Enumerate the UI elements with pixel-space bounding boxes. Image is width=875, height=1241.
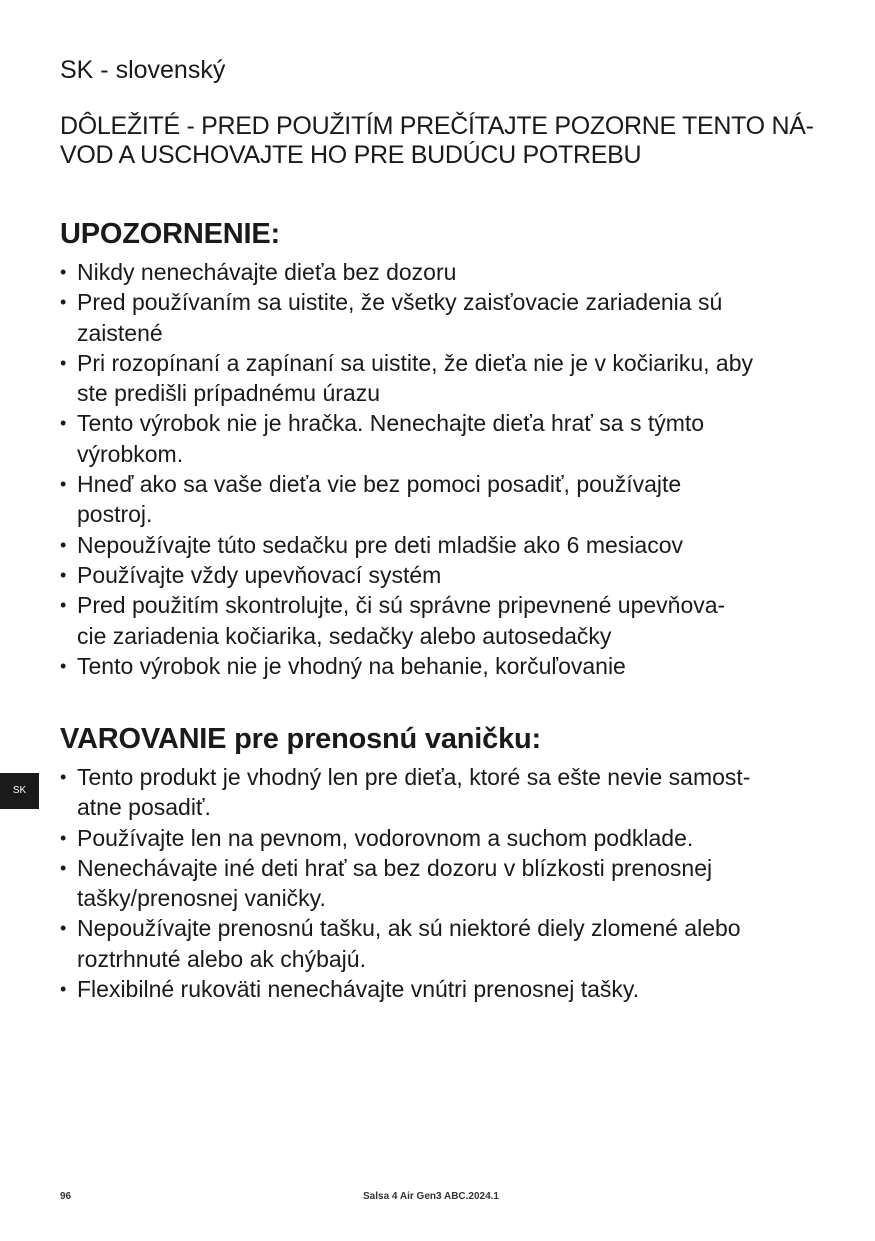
list-item: • Nikdy nenechávajte dieťa bez dozoru: [60, 257, 820, 287]
list-item: • Pred použitím skontrolujte, či sú správne pripevnené upevňova- cie zariadenia kočiarika, sedačky alebo autosedačky: [60, 590, 820, 651]
important-notice-line-2: VOD A USCHOVAJTE HO PRE BUDÚCU POTREBU: [60, 141, 642, 169]
page-number: 96: [60, 1191, 72, 1202]
list-item: • Hneď ako sa vaše dieťa vie bez pomoci posadiť, používajte postroj.: [60, 469, 820, 530]
carrycot-warning-section: [60, 720, 820, 1004]
list-item: • Tento výrobok nie je vhodný na behanie, korčuľovanie: [60, 651, 820, 681]
list-item: • Pred používaním sa uistite, že všetky zaisťovacie zariadenia sú zaistené: [60, 287, 820, 348]
important-notice: [60, 112, 820, 170]
list-item: • Tento výrobok nie je hračka. Nenechajte dieťa hrať sa s týmto výrobkom.: [60, 408, 820, 469]
list-item: • Používajte vždy upevňovací systém: [60, 560, 820, 590]
list-item: • Tento produkt je vhodný len pre dieťa, ktoré sa ešte nevie samost- atne posadiť.: [60, 762, 820, 823]
warning-list: [60, 257, 820, 681]
list-item: • Pri rozopínaní a zapínaní sa uistite, že dieťa nie je v kočiariku, aby ste predišli prípadnému úrazu: [60, 348, 820, 409]
language-heading: SK - slovenský: [60, 56, 226, 84]
list-item: • Nepoužívajte túto sedačku pre deti mladšie ako 6 mesiacov: [60, 530, 820, 560]
warning-section: [60, 215, 820, 681]
document-id: Salsa 4 Air Gen3 ABC.2024.1: [363, 1191, 499, 1202]
list-item: • Nenechávajte iné deti hrať sa bez dozoru v blízkosti prenosnej tašky/prenosnej vaničky.: [60, 853, 820, 914]
list-item: • Používajte len na pevnom, vodorovnom a suchom podklade.: [60, 823, 820, 853]
language-side-tab: SK: [0, 773, 39, 809]
warning-title: UPOZORNENIE:: [60, 218, 280, 250]
list-item: • Nepoužívajte prenosnú tašku, ak sú niektoré diely zlomené alebo roztrhnuté alebo ak chýbajú.: [60, 913, 820, 974]
carrycot-warning-title: VAROVANIE pre prenosnú vaničku:: [60, 723, 541, 755]
carrycot-warning-list: [60, 762, 820, 1004]
list-item: • Flexibilné rukoväti nenechávajte vnútri prenosnej tašky.: [60, 974, 820, 1004]
important-notice-line-1: DÔLEŽITÉ - PRED POUŽITÍM PREČÍTAJTE POZORNE TENTO NÁ-: [60, 112, 814, 140]
